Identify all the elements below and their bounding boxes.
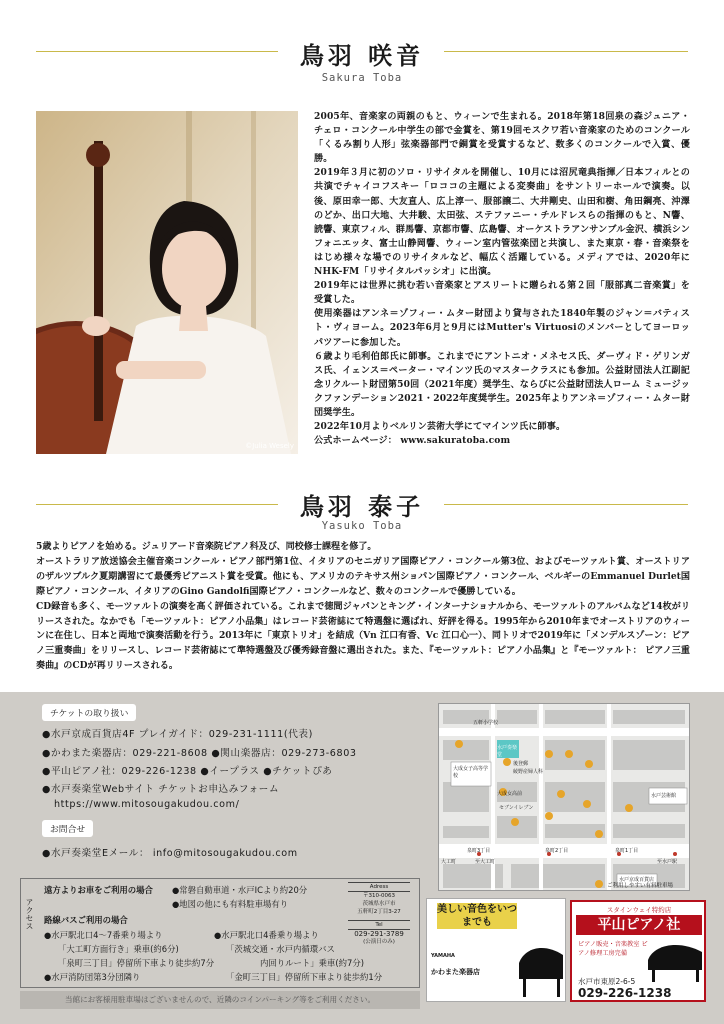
tel-note: (公演日のみ) (363, 939, 395, 945)
hirayama-tel: 029-226-1238 (578, 986, 672, 1000)
map-label-clinic: 綾野産婦人科 (513, 769, 544, 775)
access-bus-header: 路線バスご利用の場合 (44, 915, 128, 925)
contact-email[interactable]: ●水戸奏楽堂Eメール： info@mitosougakudou.com (42, 848, 298, 859)
map-label-girls-school: 大成女子高等学校 (453, 766, 489, 779)
address-label: Adress (348, 882, 410, 892)
map-label-venue: 水戸奏楽堂 (497, 745, 518, 758)
map-label-keisei: 水戸京成百貨店 (619, 877, 655, 883)
map-label-post: 後登郵 (513, 761, 529, 767)
hirayama-address: 水戸市東原2-6-5 (578, 977, 636, 986)
access-side-label: アクセス (25, 898, 34, 930)
map-label-daikucho: 大工町 (441, 859, 457, 865)
sakura-bio-p5: ６歳より毛利伯郎氏に師事。これまでにアントニオ・メネセス氏、ダーヴィド・ゲリンガス氏、イェンス＝ペーター・マインツ氏のマスタークラスにも参加。公益財団法人江副記念リクルート財団第50回（2021年度）奨学生、ならびに公益財団法人ローム ミュージックファンデーション2021・2022年度奨学生。2025年よりアンネ＝ゾフィー・ムター財団奨学生。 (314, 350, 690, 418)
ticket-line-1: ●水戸京成百貨店4F プレイガイド：029-231-1111(代表) (42, 729, 313, 740)
access-bus-left-2: 「大工町方面行き」乗車(約6分) (58, 944, 179, 954)
hirayama-name: 平山ピアノ社 (576, 915, 702, 935)
tel-number: 029-291-3789 (354, 930, 404, 938)
yasuko-roman: Yasuko Toba (321, 520, 403, 532)
access-bus-right-3: 内回りルート」乗車(約7分) (260, 958, 364, 968)
sakura-bio-p1: 2005年、音楽家の両親のもと、ウィーンで生まれる。2018年第18回泉の森ジュニア・チェロ・コンクール中学生の部で金賞を、第19回モスクワ若い音楽家のためのコンクール「くるみ割り人形」弦楽器部門で銅賞を受賞するなど、数多くのコンクールで入賞、優勝。 (314, 111, 690, 165)
access-map (438, 703, 690, 891)
hirayama-services: ピアノ販売・音楽教室 ピアノ修理工房完備 (578, 941, 648, 957)
address-line-1: 〒310-0063 (363, 893, 395, 899)
yasuko-bio-p1: 5歳よりピアノを始める。ジュリアード音楽院ピアノ科及び、同校修士課程を修了。 (36, 541, 377, 552)
kawamata-name: かわまた楽器店 (431, 968, 480, 976)
map-label-to-daikucho: 至大工町 (475, 859, 496, 865)
address-block (348, 882, 410, 946)
map-label-izumicho-2: 泉町2丁目 (545, 848, 569, 854)
tickets-header: チケットの取り扱い (42, 704, 136, 721)
hirayama-sub: スタインウェイ特約店 (606, 906, 672, 914)
map-label-seven-eleven: セブンイレブン (499, 805, 534, 811)
map-label-school: 五軒小学校 (473, 720, 499, 726)
header-rule-right-2 (444, 504, 688, 505)
access-bus-right-4: 「金町三丁目」停留所下車より徒歩約1分 (226, 972, 383, 982)
yasuko-bio (36, 540, 690, 674)
yasuko-bio-p3: CD録音も多く、モーツァルトの演奏を高く評価されている。これまで徳間ジャパンとキング・インターナショナルから、モーツァルトのアルバムなど14枚がリリースされた。なかでも「モーツァルト：ピアノ小品集」はレコード芸術誌にて特選盤に選ばれ、好評を得る。1995年から2010年までオーストリアのウィーンに在住し、日本と両地で演奏活動を行う。2013年に「東京トリオ」を結成（Vn 江口有香、Vc 江口心一）、同トリオで2019年に「メンデルスゾーン：ピアノ三重奏曲」をリリースし、レコード芸術誌にて準特選盤及び優秀録音盤に選出された。また、『モーツァルト：ピアノ小品集』と『モーツァルト： ピアノ三重奏曲』のCDが再リリースされる。 (36, 600, 690, 672)
header-rule-left-2 (36, 504, 278, 505)
yasuko-name: 鳥羽 泰子 (299, 493, 425, 521)
ticket-line-4: ●水戸奏楽堂Webサイト チケットお申込みフォーム (42, 784, 280, 795)
map-label-izumicho-1: 泉町1丁目 (615, 848, 639, 854)
parking-notice: 当館にお客様用駐車場はございませんので、近隣のコインパーキング等をご利用ください。 (20, 991, 420, 1009)
sakura-bio-p4: 使用楽器はアンネ＝ゾフィー・ムター財団より貸与された1840年製のジャン＝バティスト・ヴィヨーム。2023年6月と9月にはMutter's Virtuosiのメンバーとしてヨーロッパツアーに参加した。 (314, 308, 690, 348)
access-bus-left-3: 「泉町三丁目」停留所下車より徒歩約7分 (58, 958, 215, 968)
address-line-2: 茨城県水戸市 (362, 901, 396, 907)
sakura-bio-p2: 2019年３月に初のソロ・リサイタルを開催し、10月には沼尻竜典指揮／日本フィルとの共演でチャイコフスキー「ロココの主題による変奏曲」をサントリーホールで演奏。以後、原田幸一郎、大友直人、広上淳一、服部譲二、大井剛史、山田和樹、角田鋼亮、沖澤のどか、出口大地、大井駿、太田弦、ステファニー・チルドレスらの指揮のもと、N響、読響、東京フィル、群馬響、京都市響、広島響、オーケストラアンサンブル金沢、横浜シンフォニエッタ、富士山静岡響、ウィーン室内管弦楽団と共演し、また東京・春・音楽祭をはじめ様々な場でのリサイタルなど、幅広く活躍している。メディアでは、2020年にNHK-FM「リサイタルパッシオ」に出演。 (314, 167, 690, 278)
map-legend: ご利用しやすい有料駐車場 (607, 883, 674, 889)
kawamata-brand: YAMAHA (431, 953, 455, 959)
sakura-photo (36, 111, 298, 454)
access-car-1: ●常磐自動車道・水戸ICより約20分 (172, 885, 308, 895)
ticket-line-2: ●かわまた楽器店：029-221-8608 ●関山楽器店：029-273-6803 (42, 748, 357, 759)
contact-header: お問合せ (42, 820, 93, 837)
header-rule-right (444, 51, 688, 52)
piano-icon (515, 933, 566, 1001)
kawamata-slogan: 美しい音色をいつまでも (437, 904, 517, 928)
map-label-to-station: 至水戸駅 (657, 859, 678, 865)
sakura-bio-p6: 2022年10月よりベルリン芸術大学にてマインツ氏に師事。 (314, 421, 566, 433)
ticket-line-3: ●平山ピアノ社：029-226-1238 ●イープラス ●チケットぴあ (42, 766, 333, 777)
map-label-bus-stop: 大成女高前 (497, 791, 523, 797)
sakura-roman: Sakura Toba (321, 72, 403, 84)
hirayama-ad (570, 900, 706, 1002)
access-bus-right-2: 「茨城交通・水戸内循環バス (226, 944, 335, 954)
map-label-art-tower: 水戸芸術館 (651, 793, 677, 799)
sakura-bio-p7: 公式ホームページ： www.sakuratoba.com (314, 435, 511, 447)
grand-piano-icon (646, 938, 704, 982)
kawamata-ad (426, 898, 566, 1002)
access-car-header: 遠方よりお車をご利用の場合 (44, 885, 153, 895)
tel-label: Tel (348, 920, 410, 930)
address-line-3: 五軒町2丁目3-27 (357, 909, 401, 915)
photo-credit: ©Julia Wesely (245, 442, 294, 450)
header-rule-left (36, 51, 278, 52)
sakura-bio-p3: 2019年には世界に挑む若い音楽家とアスリートに贈られる第２回「服部真二音楽賞」を受賞した。 (314, 280, 690, 306)
access-bus-left-1: ●水戸駅北口4〜7番乗り場より (44, 930, 163, 940)
sakura-bio (314, 110, 690, 448)
access-bus-left-4: ●水戸消防団第3分団隣り (44, 972, 141, 982)
sakura-name: 鳥羽 咲音 (299, 42, 425, 70)
ticket-url-link[interactable]: https://www.mitosougakudou.com/ (54, 799, 240, 810)
cellist-illustration (36, 111, 298, 454)
access-bus-right-1: ●水戸駅北口4番乗り場より (214, 930, 319, 940)
yasuko-bio-p2: オーストラリア放送協会主催音楽コンクール・ピアノ部門第1位、イタリアのセニガリア国際ピアノ・コンクール第3位、およびモーツァルト賞、オーストリアのザルツブルク夏期講習にて最優秀ピアニスト賞を受賞。他にも、アメリカのテキサス州ショパン国際ピアノ・コンクール、ベルギーのEmmanuel Durlet国際ピアノ・コンクール、イタリアのGino Gandolfi国際ピアノ・コンクールなど、数々のコンクールで優勝している。 (36, 555, 690, 597)
map-label-izumicho-3: 泉町3丁目 (467, 848, 491, 854)
access-car-2: ●地図の他にも有料駐車場有り (172, 899, 289, 909)
